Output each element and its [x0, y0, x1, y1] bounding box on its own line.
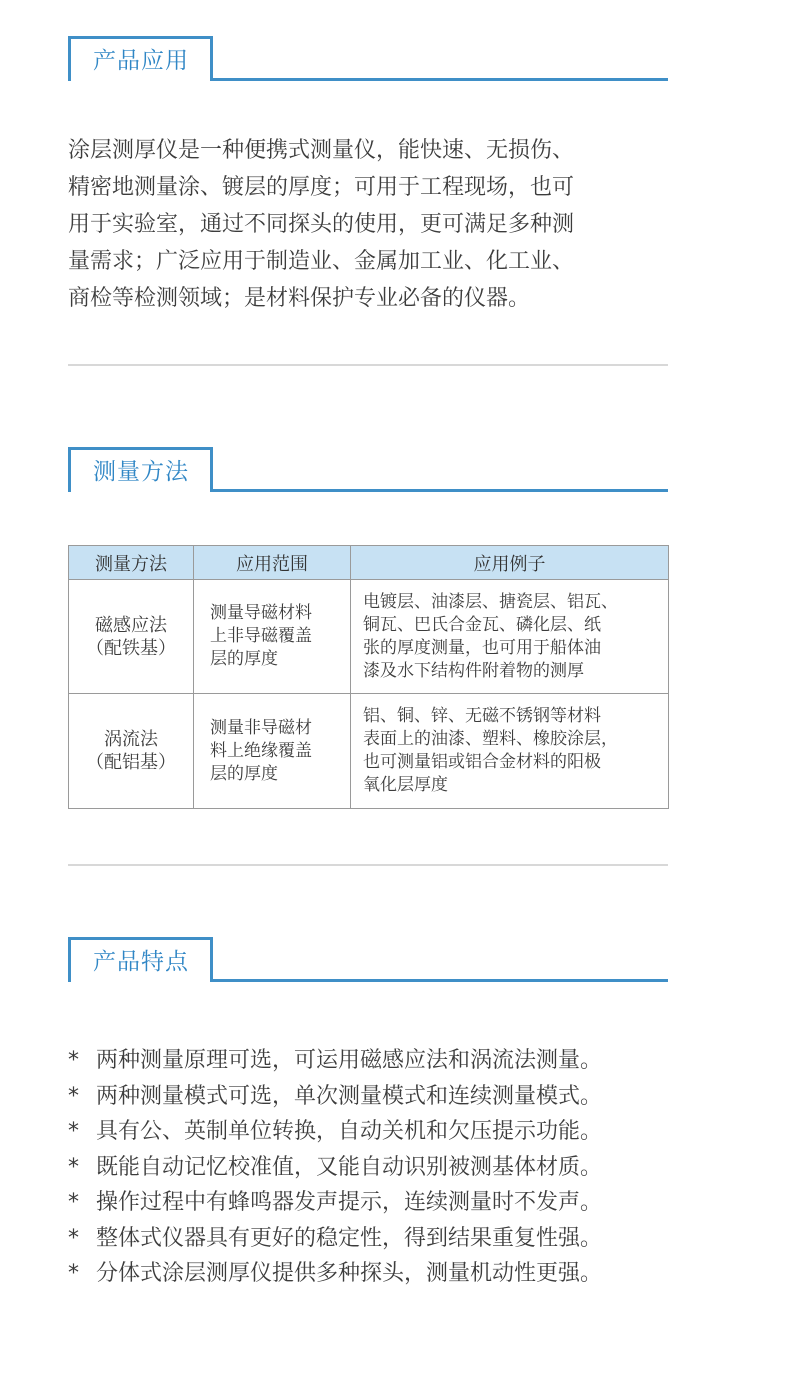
application-line: 涂层测厚仪是一种便携式测量仪，能快速、无损伤、	[68, 138, 575, 163]
method-name: 涡流法	[104, 729, 158, 750]
list-item	[68, 1079, 678, 1115]
feature-text: 操作过程中有蜂鸣器发声提示，连续测量时不发声。	[96, 1190, 603, 1215]
list-item	[68, 1185, 678, 1221]
example-line: 也可测量铝或铝合金材料的阳极	[363, 752, 601, 772]
table-row	[69, 580, 669, 694]
range-line: 测量非导磁材	[210, 717, 312, 738]
range-line: 料上绝缘覆盖	[210, 740, 312, 761]
table-row	[69, 694, 669, 809]
list-item	[68, 1150, 678, 1186]
method-cell	[69, 694, 194, 809]
example-line: 张的厚度测量，也可用于船体油	[363, 637, 601, 658]
section-header-application	[68, 36, 668, 82]
bullet-star: *	[68, 1190, 79, 1215]
application-line: 用于实验室，通过不同探头的使用，更可满足多种测	[68, 212, 575, 237]
example-cell	[351, 694, 669, 809]
example-line: 漆及水下结构件附着物的测厚	[363, 660, 584, 681]
range-cell	[194, 694, 351, 809]
bullet-star: *	[68, 1154, 79, 1180]
application-line: 精密地测量涂、镀层的厚度；可用于工程现场，也可	[68, 175, 575, 200]
bullet-star: *	[68, 1119, 79, 1144]
bullet-star: *	[68, 1048, 79, 1073]
method-cell	[69, 580, 194, 694]
table-header-method: 测量方法	[69, 546, 194, 580]
features-list	[68, 1043, 678, 1292]
section-rule-gap	[71, 979, 210, 982]
method-substrate: （配铝基）	[86, 752, 176, 773]
application-line: 量需求；广泛应用于制造业、金属加工业、化工业、	[68, 249, 575, 274]
feature-text: 分体式涂层测厚仪提供多种探头，测量机动性更强。	[96, 1261, 603, 1286]
range-line: 层的厚度	[210, 763, 278, 784]
application-paragraph	[68, 132, 668, 317]
example-cell	[351, 580, 669, 694]
divider	[68, 364, 668, 366]
bullet-star: *	[68, 1225, 79, 1251]
section-title-application: 产品应用	[68, 36, 213, 78]
table-header-range: 应用范围	[194, 546, 351, 580]
method-substrate: （配铁基）	[86, 637, 176, 659]
list-item	[68, 1043, 678, 1079]
range-cell	[194, 580, 351, 694]
example-line: 铜瓦、巴氏合金瓦、磷化层、纸	[363, 614, 601, 635]
range-line: 层的厚度	[210, 649, 278, 669]
section-rule-gap	[71, 489, 210, 492]
section-rule-gap	[71, 78, 210, 81]
range-line: 测量导磁材料	[210, 603, 312, 623]
table-header-example: 应用例子	[351, 546, 669, 580]
section-title-method: 测量方法	[68, 447, 213, 489]
example-line: 表面上的油漆、塑料、橡胶涂层，	[363, 729, 618, 749]
feature-text: 既能自动记忆校准值，又能自动识别被测基体材质。	[96, 1154, 603, 1180]
section-title-features: 产品特点	[68, 937, 213, 979]
range-line: 上非导磁覆盖	[210, 626, 312, 646]
feature-text: 整体式仪器具有更好的稳定性，得到结果重复性强。	[96, 1225, 603, 1251]
list-item	[68, 1221, 678, 1257]
method-table	[68, 545, 669, 809]
table-header-row	[69, 546, 669, 580]
section-header-features	[68, 937, 668, 983]
section-header-method	[68, 447, 668, 493]
example-line: 电镀层、油漆层、搪瓷层、铝瓦、	[363, 591, 618, 612]
example-line: 氧化层厚度	[363, 775, 448, 795]
list-item	[68, 1256, 678, 1292]
bullet-star: *	[68, 1083, 79, 1109]
list-item	[68, 1114, 678, 1150]
application-line: 商检等检测领域；是材料保护专业必备的仪器。	[68, 286, 531, 311]
feature-text: 具有公、英制单位转换，自动关机和欠压提示功能。	[96, 1119, 603, 1144]
bullet-star: *	[68, 1261, 79, 1286]
divider	[68, 864, 668, 866]
feature-text: 两种测量模式可选，单次测量模式和连续测量模式。	[96, 1083, 603, 1109]
method-name: 磁感应法	[95, 614, 167, 636]
example-line: 铝、铜、锌、无磁不锈钢等材料	[363, 706, 601, 726]
feature-text: 两种测量原理可选，可运用磁感应法和涡流法测量。	[96, 1048, 603, 1073]
